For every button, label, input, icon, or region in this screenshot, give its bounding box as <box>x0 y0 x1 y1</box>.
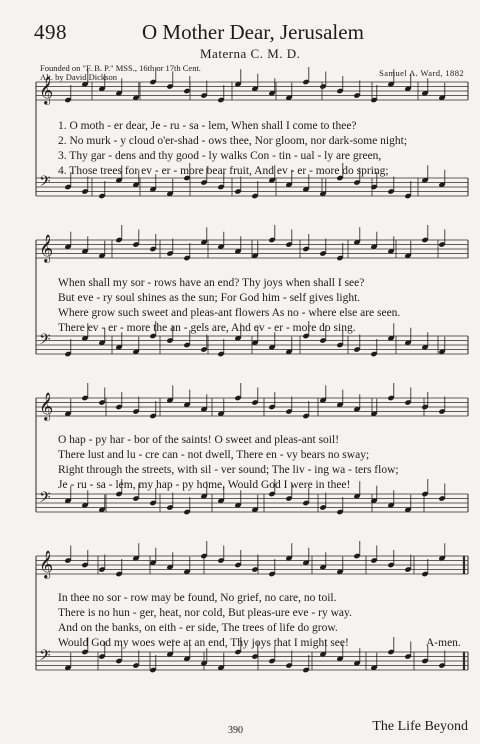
tune-name: Materna C. M. D. <box>200 46 301 61</box>
lyric-line: 1. O moth - er dear, Je - ru - sa - lem, When shall I come to thee? <box>58 120 357 132</box>
lyric-line: Je - ru - sa - lem, my hap - py home, Would God I were in thee! <box>58 479 351 491</box>
hymn-number: 498 <box>34 20 67 44</box>
hymn-title: O Mother Dear, Jerusalem <box>142 20 364 44</box>
treble-clef-icon: 𝄞 <box>39 550 54 578</box>
lyric-line: 2. No murk - y cloud o'er-shad - ows thee, Nor gloom, nor dark-some night; <box>58 135 408 147</box>
lyric-line: But eve - ry soul shines as the sun; For God him - self gives light. <box>58 292 361 304</box>
lyric-line: And on the banks, on eith - er side, The trees of life do grow. <box>58 622 338 634</box>
bass-clef-icon: 𝄢 <box>39 647 51 668</box>
lyric-line: 3. Thy gar - dens and thy good - ly walks Con - tin - ual - ly are green, <box>58 150 382 162</box>
lyric-line: In thee no sor - row may be found, No grief, no care, no toil. <box>58 592 337 604</box>
lyric-line: Where grow such sweet and pleas-ant flowers As no - where else are seen. <box>58 307 401 319</box>
treble-clef-icon: 𝄞 <box>39 76 54 104</box>
composer-credit: Samuel A. Ward, 1882 <box>379 68 464 78</box>
lyric-line: Right through the streets, with sil - ver sound; The liv - ing wa - ters flow; <box>58 464 399 476</box>
text-alteration: Alt. by David Dickson <box>40 72 117 82</box>
lyric-line: Would God my woes were at an end, Thy joys that I might see! <box>58 637 349 649</box>
section-title: The Life Beyond <box>372 719 468 734</box>
page-number: 390 <box>228 725 243 736</box>
lyric-line: There ev - er - more the an - gels are, And ev - er - more do sing. <box>58 322 356 334</box>
treble-clef-icon: 𝄞 <box>39 234 54 262</box>
amen-label: A-men. <box>426 637 461 649</box>
bass-clef-icon: 𝄢 <box>39 331 51 352</box>
bass-clef-icon: 𝄢 <box>39 489 51 510</box>
treble-clef-icon: 𝄞 <box>39 392 54 420</box>
text-source: Founded on "F. B. P." MSS., 16th or 17th Cent. <box>40 63 201 73</box>
lyric-line: O hap - py har - bor of the saints! O sweet and pleas-ant soil! <box>58 434 340 446</box>
lyric-line: 4. Those trees for ev - er - more bear fruit, And ev - er - more do spring; <box>58 165 389 177</box>
lyric-line: There lust and lu - cre can - not dwell, There en - vy bears no sway; <box>58 449 370 461</box>
lyric-line: When shall my sor - rows have an end? Thy joys when shall I see? <box>58 277 365 289</box>
bass-clef-icon: 𝄢 <box>39 173 51 194</box>
lyric-line: There is no hun - ger, heat, nor cold, But pleas-ure eve - ry way. <box>58 607 352 619</box>
